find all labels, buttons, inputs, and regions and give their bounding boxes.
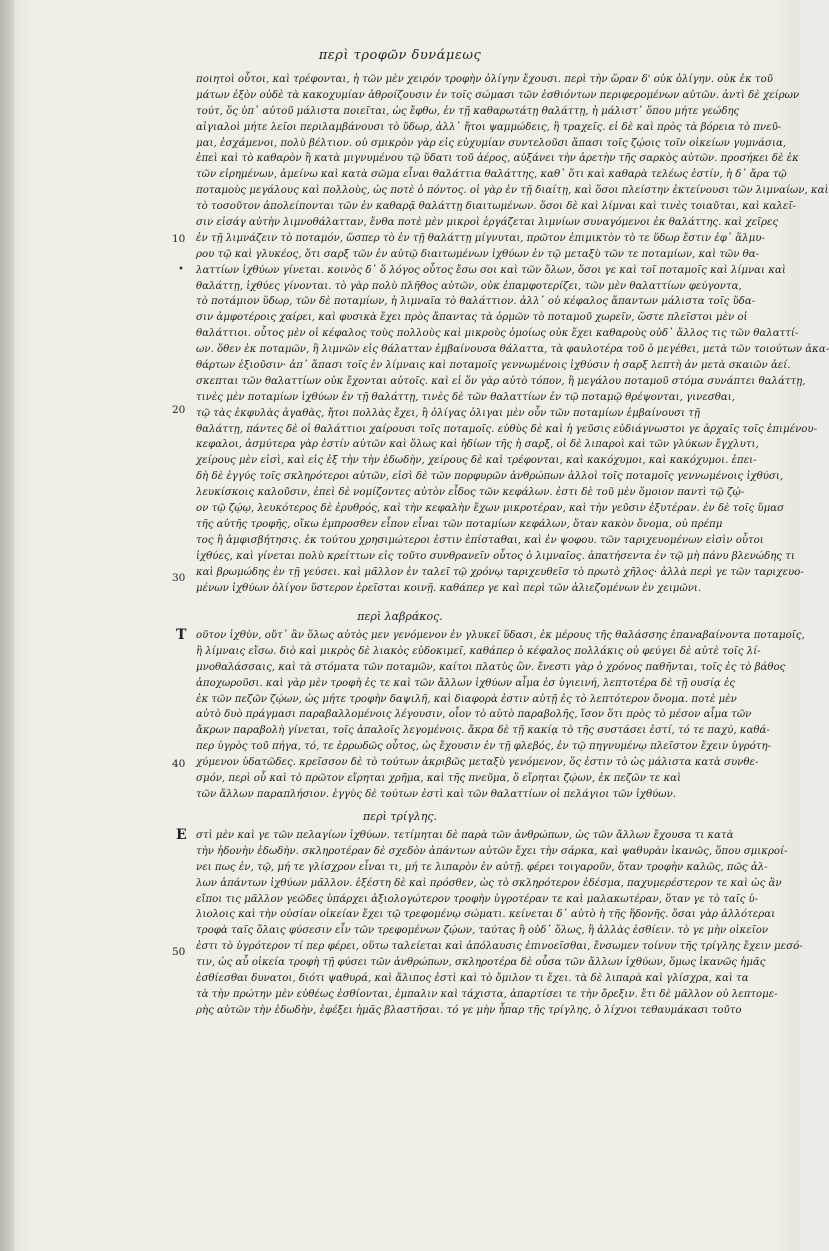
text-line: τούτ, ὅς ὑπ᾽ αὐτοῦ μάλιστα ποιεῖται, ὡς ἔφθω, ἐν τῇ καθαρωτάτῃ θαλάττῃ, ἡ μάλιστ᾽ ὅπου μήτε γεώδης <box>196 105 740 117</box>
section-heading-trigle: περὶ τρίγλης. <box>362 810 438 823</box>
margin-line-number: 40 <box>172 758 186 770</box>
section-heading-labrax: περὶ λαβράκος. <box>357 610 443 623</box>
running-head: περὶ τροφῶν δυνάμεως <box>318 48 482 63</box>
text-line: ον τῷ ζῴῳ, λευκότερος δὲ ἐρυθρός, καὶ τὴν κεφαλὴν ἔχων μικροτέραν, καὶ τὴν γεῦσιν ἐξυτέραν. ἐν δὲ τοῖς ὕμασ <box>196 503 785 515</box>
text-line: ἀποχωροῦσι. καὶ γὰρ μὲν τροφὴ ἐς τε καὶ τῶν ἄλλων ἰχθύων αἷμα ἐσ ὑγιεινή, λεπτοτέρα δὲ τῇ ουσίᾳ ἐς <box>196 677 736 689</box>
text-line: ρου τῷ καὶ γλυκέος, ὅτι σαρξ τῶν ἐν αὐτῷ διαιτωμένων ἰχθύων ἐν τῷ μεταξὺ τῶν τε ποταμίων, καὶ τῶν θα- <box>196 248 760 260</box>
text-line: αἰγιαλοὶ μήτε λεῖοι περιλαμβάνουσι τὸ ὕδωρ, ἀλλ᾽ ἤτοι ψαμμώδεις, ἢ τραχεῖς. εἰ δὲ καὶ πρὸς τὰ βόρεια τὸ πνεῦ- <box>196 121 782 133</box>
text-line: περ ὑγρὸς τοῦ πήγα, τό, τε ἐρρωδῶς οὗτος, ὡς ἔχουσιν ἐν τῇ φλεβός, ἐν τῷ πηγνυμένῳ πλεῖστον ἔχειν ὑγρότη- <box>196 741 771 753</box>
text-line: τὸ τοσοῦτον ἀπολείπονται τῶν ἐν καθαρᾷ θαλάττῃ διαιτωμένων. ὅσοι δὲ καὶ λίμναι καὶ τινὲς τοιαῦται, καὶ καλεῖ- <box>196 201 796 213</box>
text-line: τῆς αὐτῆς τροφῆς, οἴκω ἐμπροσθεν εἶπον εἶναι τῶν ποταμίων κεφάλων, ὅταν κακὸν ὄνομα, οὐ πρέπμ <box>196 518 723 530</box>
text-line: ἐπεὶ καὶ τὸ καθαρὸν ἢ κατὰ μιγνυμένου τῷ ὕδατι τοῦ ἀέρος, αὐξάνει τὴν ἀρετὴν τῆς σαρκὸς αὐτῶν. προσήκει δὲ ἐκ <box>196 153 799 165</box>
text-block-trigle <box>196 828 803 1019</box>
text-line: ἐστι τὸ ὑγρότερον τί περ φέρει, οὕτω ταλείεται καὶ ἀπόλαυσις ἐπινοεῖσθαι, ἔνσωμεν τοίνυν τῆς τρίγλης ἔχειν μεσό- <box>196 941 803 953</box>
text-block-intro <box>196 72 829 596</box>
text-line: ων. ὅθεν ἐκ ποταμῶν, ἢ λιμνῶν εἰς θάλατταν ἐμβαίνουσα θάλαττα, τὰ φαυλοτέρα τοῦ ὁ μεγέθει, μετὰ τῶν τοιούτων ἀκα- <box>196 344 829 356</box>
text-line: ἐκ τῶν πεζῶν ζῴων, ὡς μήτε τροφὴν δαψιλῆ, καὶ διαφορὰ ἐστιν αὐτῇ ἐς τὸ λεπτότερον ὄνομα. ποτὲ μὲν <box>196 693 737 705</box>
text-line: αὐτὸ δυὸ πράγμασι παραβαλλομένοις λέγουσιν, οἷον τὸ αὐτὸ παραβολῆς, ἴσον ὅτι πρὸς τὸ μέσον αἷμα τῶν <box>196 709 752 721</box>
text-line: σιν εἰσάγ αὐτὴν λιμνοθάλατταν, ἔνθα ποτὲ μὲν μικροὶ ἐργάζεται λιμνίων συναγόμενοι ἐκ θαλάττης. καὶ χεῖρες <box>196 217 779 229</box>
book-gutter <box>0 0 14 1251</box>
text-line: ἢ λίμναις εἴσω. διὸ καὶ μικρὸς δὲ λιακὸς εὐδοκιμεῖ, καθάπερ ὁ κέφαλος πολλάκις οὐ φεύγει δὲ αὐτὲ τοῖς λί- <box>196 645 761 657</box>
text-line: τιν, ὡς αὖ οἰκεία τροφὴ τῇ φύσει τῶν ἀνθρώπων, σκληροτέρα δὲ οὖσα τῶν ἄλλων ἰχθύων, ὅμως ἱκανῶς ἡμᾶς <box>196 957 766 969</box>
text-line: ποταμοὺς μεγάλους καὶ πολλοὺς, ὡς ποτὲ ὁ πόντος. οἱ γὰρ ἐν τῇ διαίτῃ, καὶ ὅσοι πλείστην ἐκτείνουσι τῶν λιμναίων, καὶ <box>196 185 829 197</box>
text-line: καὶ βρωμώδης ἐν τῇ γεύσει. καὶ μᾶλλον ἐν ταλεῖ τῷ χρόνῳ ταριχευθεῖσ τὸ πρωτὸ χῆλος· ἀλλὰ περὶ γε τῶν ταριχευο- <box>196 566 804 578</box>
text-line: χύμενον ὑδατῶδες. κρεῖσσον δὲ τὸ τούτων ἀκριβῶς μεταξὺ γενόμενον, ὅς ἐστιν τὸ ὡς μάλιστα κατὰ συνθε- <box>196 757 759 769</box>
text-line: θαλάττῃ, πάντες δὲ οἱ θαλάττιοι χαίρουσι τοῖς ποταμοῖς. εὐθὺς δὲ καὶ ἡ γεῦσις εὐδιάγνωστοι γε ἀρχαῖς τοῖς ἐπιμένου- <box>196 423 818 435</box>
text-line: χείρους μὲν εἰσὶ, καὶ εἰς ἐξ τὴν τὴν ἐδωδὴν, χείρους δὲ καὶ τρέφονται, καὶ κακόχυμοι, καὶ κακόχυμοι. ἐπει- <box>196 455 757 467</box>
text-line: τὰ τὴν πρώτην μὲν εὐθέως ἐσθίονται, ἐμπαλιν καὶ τάχιστα, ἀπαρτίσει τε τὴν ὄρεξιν. ἔτι δὲ μᾶλλον οὐ λεπτομε- <box>196 988 778 1000</box>
text-line: λαττίων ἰχθύων γίνεται. κοινὸς δ᾽ ὅ λόγος οὗτος ἔσω σοι καὶ τῶν ὅλων, ὅσοι γε καὶ τοῖ ποταμοῖς καὶ λίμναι καὶ <box>196 264 786 276</box>
text-line: νει πως ἐν, τῷ, μή τε γλίσχρον εἶναι τι, μή τε λιπαρὸν ἐν αὐτῇ. φέρει τοιγαροῦν, ὅταν τροφὴν καλῶς, πῶς ἀλ- <box>196 861 768 873</box>
margin-line-number: 30 <box>172 572 186 584</box>
text-line: μένων ἰχθύων ὀλίγον ὕστερον ἐρεῖσται κοινῇ. καθάπερ γε καὶ περὶ τῶν ἀλιεζομένων ἐν χειμῶνι. <box>196 582 702 594</box>
text-line: δὴ δὲ ἐγγύς τοῖς σκληρότεροι αὐτῶν, εἰσὶ δὲ τῶν πορφυρῶν ἀνθρώπων ἀλλοὶ τοῖς ποταμοῖς γεννωμένοις ἰχθύσι, <box>196 471 784 483</box>
text-line: λιολοις καὶ τὴν οὐσίαν οἰκείαν ἔχει τῷ τρεφομένῳ σώματι. κείνεται δ᾽ αὐτὸ ἡ τῆς ἥδονῆς. ὅσαι γὰρ ἀλλότεραι <box>196 909 776 921</box>
drop-initial: E <box>176 827 187 843</box>
drop-initial: T <box>176 627 187 643</box>
text-line: τῶν εἰρημένων, ἀμείνω καὶ κατὰ σῶμα εἶναι θαλάττια θαλάττης, καθ᾽ ὅτι καὶ καθαρὰ τελέως ἐστίν, ἡ δ᾽ ἄρα τῷ <box>196 169 787 181</box>
text-line: τος ἢ ἀμφισβήτησις. ἐκ τούτου χρησιμώτεροι ἐστιν ἐπίσταθαι, καὶ ἐν ψοφου. τῶν ταριχευομένων εἰσὶν οὗτοι <box>196 534 764 546</box>
text-line: λων ἁπάντων ἰχθύων μᾶλλον. ἐξέστη δὲ καὶ πρόσθεν, ὡς τὸ σκληρότερον ἐδέσμα, παχυμερέστερον τε καὶ ὡς ἂν <box>196 877 782 889</box>
text-line: θάρτων ἐξιοῦσιν· ἀπ᾽ ἅπασι τοῖς ἐν λίμναις καὶ ποταμοῖς γεννωμένοις ἰχθύσιν ἡ σαρξ λεπτὴ ἀν μετὰ σκαιῶν ἀεί. <box>196 360 791 372</box>
text-line: σμόν, περὶ οὗ καὶ τὸ πρῶτον εἴρηται χρῆμα, καὶ τῆς πνεῦμα, ὅ εἴρηται ζῴων, ἐκ πεζῶν τε καὶ <box>196 773 682 785</box>
text-line: ἄκρων παραβολὴ γίνεται, τοῖς ἀπαλοῖς λεγομένοις. ἄκρα δὲ τῇ κακίᾳ τὸ τῆς συστάσει ἐστί, τό τε παχύ, καθά- <box>196 725 770 737</box>
text-line: εἴποι τις μᾶλλον γεῶδες ὑπάρχει ἀξιολογώτερον τροφὴν ὑγροτέραν τε καὶ μαλακωτέραν, ὅταν γε τὸ ταῖς ὑ- <box>196 893 759 905</box>
text-line: μνοθαλάσσαις, καὶ τὰ στόματα τῶν ποταμῶν, καίτοι πλατὺς ὢν. ἔνεστι γὰρ ὁ χρόνος παθῆνται, τοῖς ἐς τὸ βάθος <box>196 661 786 673</box>
margin-line-number: 10 <box>172 233 186 245</box>
text-line: τῶν ἄλλων παραπλήσιον. ἐγγὺς δὲ τούτων ἐστὶ καὶ τῶν θαλαττίων οἱ πελάγιοι τῶν ἰχθύων. <box>196 788 677 800</box>
text-line: οῦτον ἰχθὺν, οὔτ᾽ ἂν ὅλως αὐτὸς μεν γενόμενον ἐν γλυκεῖ ὕδασι, ἐκ μέρους τῆς θαλάσσης ἐπαναβαίνοντα ποταμοῖς, <box>196 630 805 641</box>
text-line: σκεπται τῶν θαλαττίων οὐκ ἔχονται αὐτοῖς. καὶ εἰ ὅν γὰρ αὐτὸ τόπον, ἢ μεγάλου ποταμοῦ στόμα συνάπτει θαλάττῃ, <box>196 375 806 387</box>
text-line: λευκίσκοις καλοῦσιν, ἐπεὶ δὲ νομίζοντες αὐτὸν εἶδος τῶν κεφάλων. ἐστι δὲ τοῦ μὲν ὅμοιον παντὶ τῷ ζῴ- <box>196 487 745 499</box>
text-line: τὴν ἡδονὴν ἐδωδὴν. σκληροτέραν δὲ σχεδὸν ἁπάντων αὐτῶν ἔχει τὴν σάρκα, καὶ ψαθυρὰν ἱκανῶς, ὅπου σμικροί- <box>196 845 788 857</box>
text-line: ποιητοὶ οὗτοι, καὶ τρέφονται, ἡ τῶν μὲν χειρόν τροφὴν ὀλίγην ἔχουσι. περὶ τὴν ὥραν δ' οὐκ ὀλίγην. οὐκ ἐκ τοῦ <box>196 74 773 85</box>
text-line: στὶ μὲν καὶ γε τῶν πελαγίων ἰχθύων. τετίμηται δὲ παρὰ τῶν ἀνθρώπων, ὡς τῶν ἄλλων ἔχουσα τι κατὰ <box>196 830 734 841</box>
text-line: τροφὰ ταῖς ὅλαις φύσεσιν εἶν τῶν τρεφομένων ζῴων, ταύτας ἢ οὐδ᾽ ὅλως, ἢ ἀλλὰς ἐσθίειν. τὸ γε μὴν οἰκεῖον <box>196 925 769 937</box>
text-line: ἐν τῇ λιμνάζειν τὸ ποταμόν, ὥσπερ τὸ ἐν τῇ θαλάττῃ μίγνυται, πρῶτον ἐπιμικτὸν τὸ τε ὕδωρ ἔστιν ἐφ᾽ ἅλμυ- <box>196 232 765 244</box>
text-line: ἰχθύες, καὶ γίνεται πολὺ κρείττων εἰς τοῦτο συνθρανεῖν οὗτος ὁ λιμναῖος. ἀπατήσεντα ἐν τῷ μὴ πάνυ βλενώδης τι <box>196 550 795 562</box>
text-block-labrax <box>196 628 805 803</box>
text-line: τὸ ποτάμιον ὕδωρ, τῶν δὲ ποταμίων, ἡ λιμναῖα τὸ θαλάττιον. ἀλλ᾽ οὐ κέφαλος ἅπαντων μάλιστα τοῖς ὕδα- <box>196 296 756 308</box>
margin-mark: • <box>178 264 184 275</box>
text-line: ἐσθίεσθαι δυνατοι, διότι ψαθυρά, καὶ ἄλιπος ἐστὶ καὶ τὸ ὄμιλον τι ἔχει. τὰ δὲ λιπαρὰ καὶ γλίσχρα, καὶ τα <box>196 973 749 985</box>
margin-line-number: 20 <box>172 404 186 416</box>
text-line: σιν ἀμφοτέροις χαίρει, καὶ φυσικὰ ἔχει πρὸς ἄπαντας τὰ ὁρμῶν τὸ ποταμοῦ χωρεῖν, ὥστε πλεῖστοι μὲν οἱ <box>196 312 748 324</box>
margin-line-number: 50 <box>172 946 186 958</box>
text-line: ρὴς αὐτῶν τὴν ἐδωδὴν, ἐφέξει ἡμᾶς βλαστῆσαι. τό γε μὴν ἧπαρ τῆς τρίγλης, ὁ λίχνοι τεθαυμάκασι τοῦτο <box>196 1004 742 1016</box>
text-line: κεφαλοι, ἀσμύτερα γὰρ ἐστίν αὐτῶν καὶ ὅλως καὶ ἡδίων τῆς ἡ σαρξ, οἱ δὲ λιπαροὶ καὶ τῶν γλύκων ἔγχλυτι, <box>196 439 759 451</box>
text-line: τινὲς μὲν ποταμίων ἰχθύων ἐν τῇ θαλάττῃ, τινὲς δὲ τῶν θαλαττίων ἐν τῷ ποταμῷ θρέψονται, γινεσθαι, <box>196 391 735 403</box>
text-line: μαι, ἐσχάμενοι, πολὺ βέλτιον. οὐ σμικρὸν γὰρ εἰς εὐχυμίαν συντελοῦσι ἅπασι τοῖς ζῴοις τοῖν οἰκείων γυμνάσια, <box>196 137 787 149</box>
text-line: θαλάττιοι. οὗτος μὲν οἱ κέφαλος τοὺς πολλοὺς καὶ μικροὺς ὁμοίως οὐκ ἔχει καθαροὺς οὐδ᾽ ἄλλος τις τῶν θαλαττί- <box>196 328 799 340</box>
text-line: θαλάττῃ, ἰχθύες γίνονται. τὸ γὰρ πολὺ πλῆθος αὐτῶν, οὐκ ἐπαμφοτερίζει, τῶν μὲν θαλαττίων φεύγοντα, <box>196 280 742 292</box>
text-line: μάτων ἐξὸν οὐδὲ τὰ κακοχυμίαν ἀθροίζουσιν ἐν τοῖς σώμασι τῶν ἐσθιόντων περιφερομένων αὐτῶν. ἀντὶ δὲ χείρων <box>196 89 800 101</box>
text-line: τῷ τὰς ἐκφυλὰς ἀγαθὰς, ἤτοι πολλὰς ἔχει, ἢ ὀλίγας ὀλιγαι μὲν οὖν τῶν ποταμίων ἐμβαίνουσι τῇ <box>196 407 700 419</box>
